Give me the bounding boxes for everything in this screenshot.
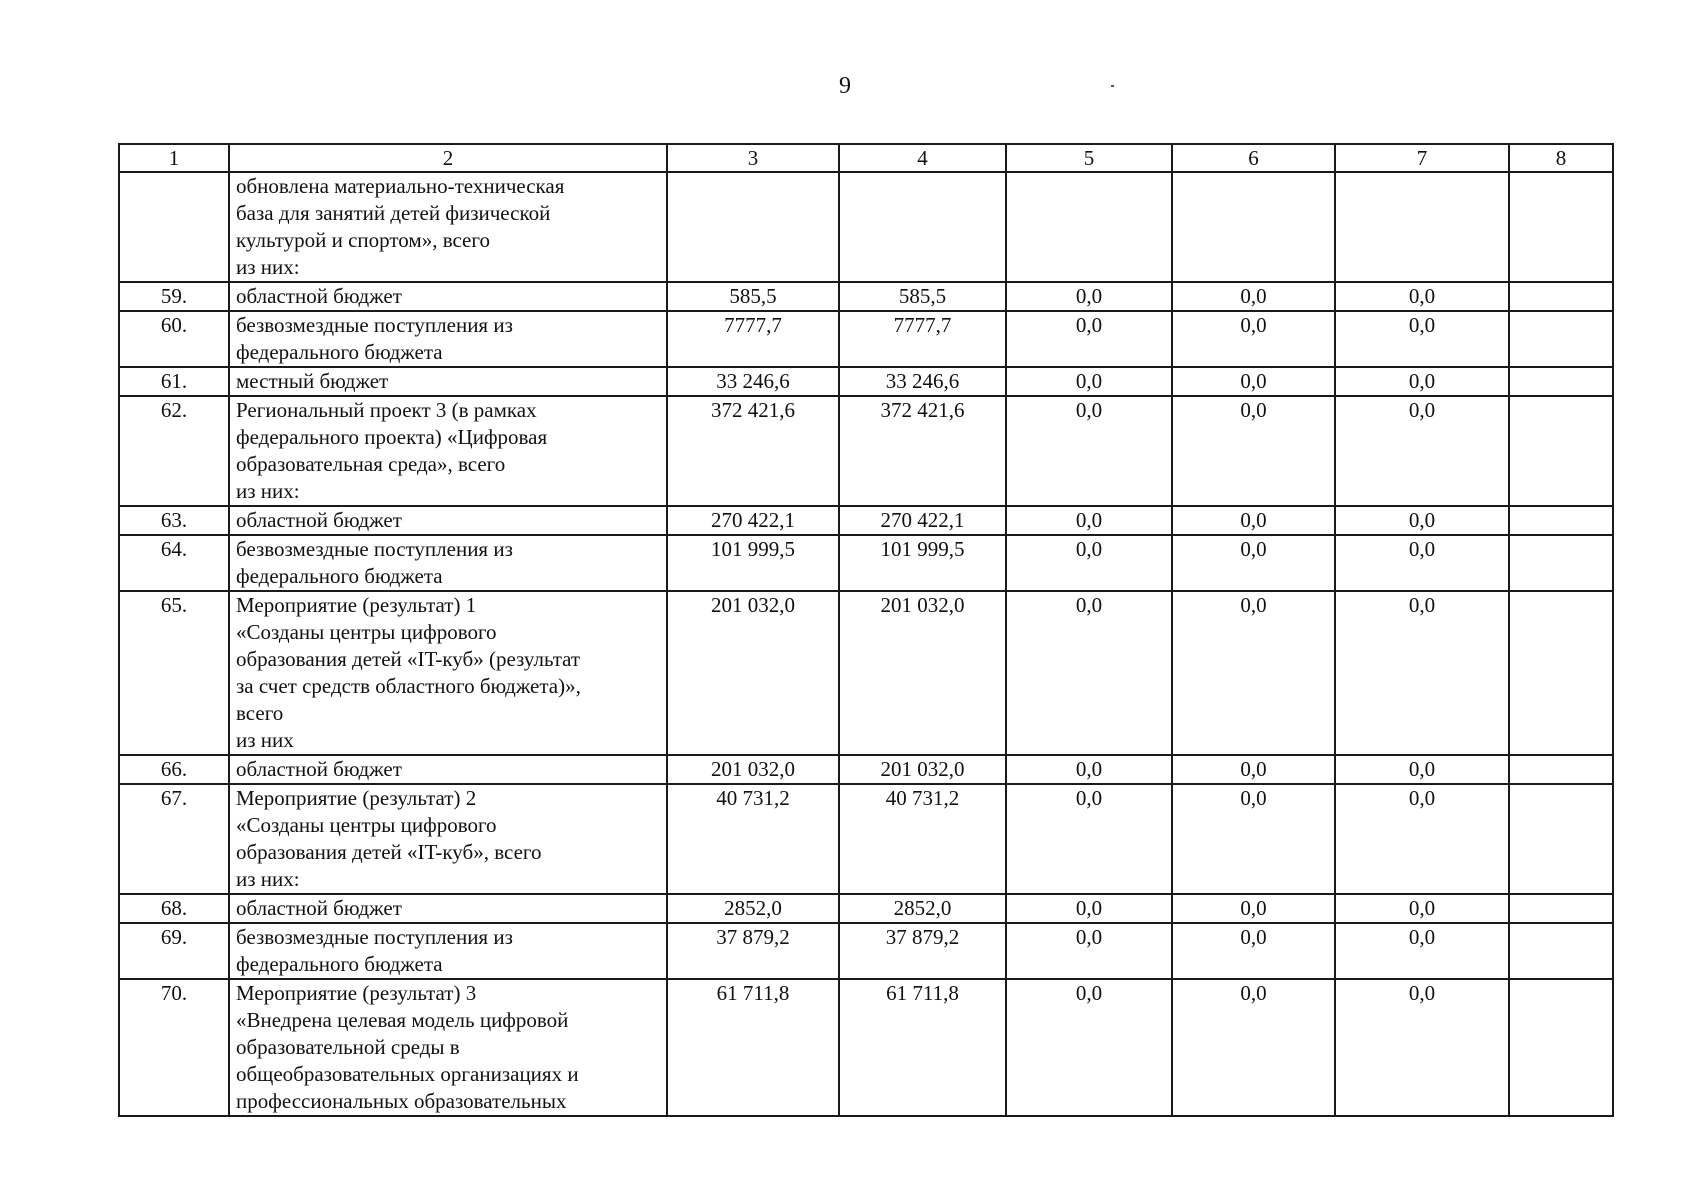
- table-row: [119, 535, 1613, 591]
- col6-value: 0,0: [1172, 396, 1335, 506]
- col3-value: 201 032,0: [667, 755, 839, 784]
- row-name: областной бюджет: [229, 894, 667, 923]
- col8-value: [1509, 535, 1613, 591]
- table-row: [119, 979, 1613, 1116]
- col7-value: [1335, 172, 1509, 282]
- col3-value: 372 421,6: [667, 396, 839, 506]
- row-number: 65.: [119, 591, 229, 755]
- row-number: 64.: [119, 535, 229, 591]
- row-name: областной бюджет: [229, 506, 667, 535]
- col6-value: 0,0: [1172, 311, 1335, 367]
- col5-value: 0,0: [1006, 367, 1172, 396]
- col8-value: [1509, 311, 1613, 367]
- column-header-2: 2: [229, 144, 667, 172]
- col4-value: 37 879,2: [839, 923, 1006, 979]
- col4-value: 33 246,6: [839, 367, 1006, 396]
- column-header-6: 6: [1172, 144, 1335, 172]
- row-name: Региональный проект 3 (в рамках федерального проекта) «Цифровая образовательная среда», всего из них:: [229, 396, 667, 506]
- col5-value: 0,0: [1006, 755, 1172, 784]
- col5-value: [1006, 172, 1172, 282]
- col3-value: 37 879,2: [667, 923, 839, 979]
- col3-value: 61 711,8: [667, 979, 839, 1116]
- col5-value: 0,0: [1006, 396, 1172, 506]
- col7-value: 0,0: [1335, 282, 1509, 311]
- col5-value: 0,0: [1006, 894, 1172, 923]
- col8-value: [1509, 894, 1613, 923]
- col6-value: 0,0: [1172, 894, 1335, 923]
- col8-value: [1509, 979, 1613, 1116]
- col7-value: 0,0: [1335, 311, 1509, 367]
- col7-value: 0,0: [1335, 535, 1509, 591]
- col3-value: [667, 172, 839, 282]
- table-header-row: [119, 144, 1613, 172]
- col7-value: 0,0: [1335, 367, 1509, 396]
- col6-value: 0,0: [1172, 367, 1335, 396]
- page-number: 9: [839, 73, 851, 99]
- col3-value: 585,5: [667, 282, 839, 311]
- table-row: [119, 784, 1613, 894]
- col4-value: 201 032,0: [839, 755, 1006, 784]
- col6-value: 0,0: [1172, 591, 1335, 755]
- column-header-1: 1: [119, 144, 229, 172]
- col7-value: 0,0: [1335, 923, 1509, 979]
- column-header-3: 3: [667, 144, 839, 172]
- col4-value: 40 731,2: [839, 784, 1006, 894]
- col5-value: 0,0: [1006, 282, 1172, 311]
- table-row: [119, 396, 1613, 506]
- table-row: [119, 923, 1613, 979]
- col4-value: 101 999,5: [839, 535, 1006, 591]
- row-name: безвозмездные поступления из федерального бюджета: [229, 923, 667, 979]
- column-header-8: 8: [1509, 144, 1613, 172]
- table-row: [119, 894, 1613, 923]
- col4-value: 7777,7: [839, 311, 1006, 367]
- column-header-4: 4: [839, 144, 1006, 172]
- col8-value: [1509, 506, 1613, 535]
- col8-value: [1509, 923, 1613, 979]
- row-name: областной бюджет: [229, 755, 667, 784]
- col4-value: 270 422,1: [839, 506, 1006, 535]
- row-number: 69.: [119, 923, 229, 979]
- col6-value: 0,0: [1172, 506, 1335, 535]
- col3-value: 2852,0: [667, 894, 839, 923]
- col7-value: 0,0: [1335, 755, 1509, 784]
- col3-value: 270 422,1: [667, 506, 839, 535]
- col4-value: 201 032,0: [839, 591, 1006, 755]
- col4-value: 585,5: [839, 282, 1006, 311]
- row-name: местный бюджет: [229, 367, 667, 396]
- col5-value: 0,0: [1006, 506, 1172, 535]
- col4-value: 372 421,6: [839, 396, 1006, 506]
- row-number: 59.: [119, 282, 229, 311]
- col3-value: 7777,7: [667, 311, 839, 367]
- col8-value: [1509, 591, 1613, 755]
- row-number: 68.: [119, 894, 229, 923]
- table-row: [119, 172, 1613, 282]
- col8-value: [1509, 784, 1613, 894]
- row-number: 67.: [119, 784, 229, 894]
- col6-value: 0,0: [1172, 784, 1335, 894]
- col7-value: 0,0: [1335, 506, 1509, 535]
- col3-value: 40 731,2: [667, 784, 839, 894]
- table-row: [119, 311, 1613, 367]
- row-number: 63.: [119, 506, 229, 535]
- col5-value: 0,0: [1006, 591, 1172, 755]
- row-name: Мероприятие (результат) 2 «Созданы центры цифрового образования детей «IT-куб», всего из них:: [229, 784, 667, 894]
- row-name: Мероприятие (результат) 3 «Внедрена целевая модель цифровой образовательной среды в общеобразовательных организациях и профессиональных образовательных: [229, 979, 667, 1116]
- col7-value: 0,0: [1335, 396, 1509, 506]
- budget-table: [118, 143, 1614, 1117]
- col3-value: 33 246,6: [667, 367, 839, 396]
- col5-value: 0,0: [1006, 535, 1172, 591]
- row-name: областной бюджет: [229, 282, 667, 311]
- col3-value: 201 032,0: [667, 591, 839, 755]
- column-header-5: 5: [1006, 144, 1172, 172]
- col5-value: 0,0: [1006, 923, 1172, 979]
- row-number: 66.: [119, 755, 229, 784]
- col7-value: 0,0: [1335, 979, 1509, 1116]
- table-row: [119, 755, 1613, 784]
- row-number: 60.: [119, 311, 229, 367]
- col3-value: 101 999,5: [667, 535, 839, 591]
- col7-value: 0,0: [1335, 591, 1509, 755]
- table-row: [119, 506, 1613, 535]
- col8-value: [1509, 282, 1613, 311]
- col8-value: [1509, 172, 1613, 282]
- col8-value: [1509, 755, 1613, 784]
- scan-artifact-dot: [1111, 85, 1114, 87]
- row-name: безвозмездные поступления из федерального бюджета: [229, 311, 667, 367]
- table-row: [119, 282, 1613, 311]
- col5-value: 0,0: [1006, 979, 1172, 1116]
- col8-value: [1509, 367, 1613, 396]
- col8-value: [1509, 396, 1613, 506]
- col6-value: 0,0: [1172, 282, 1335, 311]
- col4-value: 2852,0: [839, 894, 1006, 923]
- row-number: 62.: [119, 396, 229, 506]
- column-header-7: 7: [1335, 144, 1509, 172]
- row-number: [119, 172, 229, 282]
- col6-value: 0,0: [1172, 755, 1335, 784]
- col6-value: 0,0: [1172, 923, 1335, 979]
- col4-value: [839, 172, 1006, 282]
- col5-value: 0,0: [1006, 311, 1172, 367]
- row-name: безвозмездные поступления из федерального бюджета: [229, 535, 667, 591]
- col7-value: 0,0: [1335, 894, 1509, 923]
- col7-value: 0,0: [1335, 784, 1509, 894]
- table-row: [119, 591, 1613, 755]
- col6-value: [1172, 172, 1335, 282]
- col6-value: 0,0: [1172, 979, 1335, 1116]
- col6-value: 0,0: [1172, 535, 1335, 591]
- row-name: обновлена материально-техническая база для занятий детей физической культурой и спортом», всего из них:: [229, 172, 667, 282]
- row-number: 61.: [119, 367, 229, 396]
- table-row: [119, 367, 1613, 396]
- row-number: 70.: [119, 979, 229, 1116]
- row-name: Мероприятие (результат) 1 «Созданы центры цифрового образования детей «IT-куб» (результат за счет средств областного бюджета)», всего из них: [229, 591, 667, 755]
- col4-value: 61 711,8: [839, 979, 1006, 1116]
- col5-value: 0,0: [1006, 784, 1172, 894]
